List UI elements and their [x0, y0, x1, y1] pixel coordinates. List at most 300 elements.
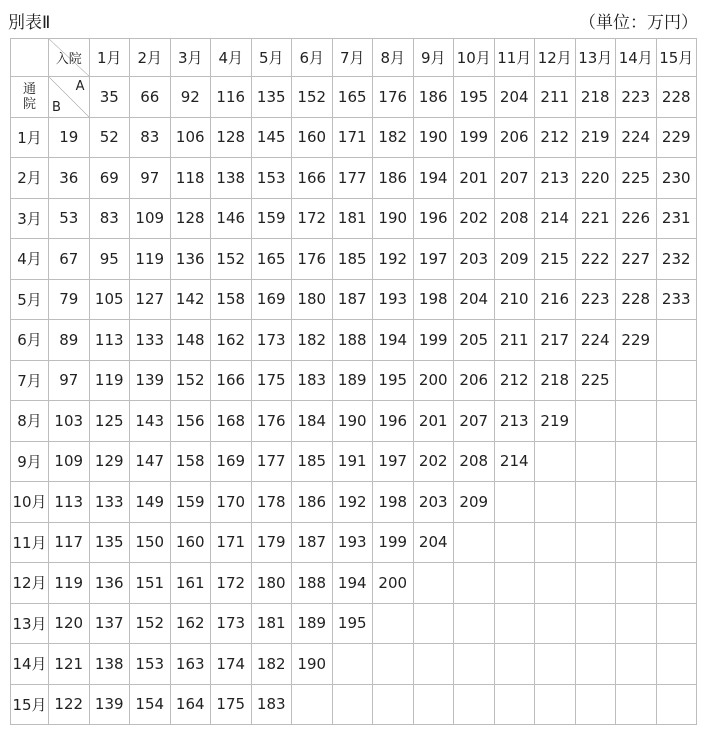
table-cell: 133	[89, 482, 130, 523]
corner-top-cell	[49, 39, 90, 77]
row-b-value-cell: 120	[49, 603, 90, 644]
row-b-value-cell: 121	[49, 644, 90, 685]
row-label-cell: 14月	[11, 644, 49, 685]
row-b-value-cell: 36	[49, 158, 90, 199]
row-label-cell: 2月	[11, 158, 49, 199]
row-label-cell: 10月	[11, 482, 49, 523]
table-cell	[616, 360, 657, 401]
row-label-cell: 12月	[11, 563, 49, 604]
table-cell: 218	[535, 360, 576, 401]
table-cell: 182	[251, 644, 292, 685]
table-row	[11, 279, 697, 320]
table-cell: 181	[251, 603, 292, 644]
table-cell: 212	[494, 360, 535, 401]
row-b-value-cell: 97	[49, 360, 90, 401]
table-cell: 128	[211, 117, 252, 158]
table-cell: 152	[170, 360, 211, 401]
table-cell: 188	[332, 320, 373, 361]
row-b-value-cell: 103	[49, 401, 90, 442]
table-cell	[535, 563, 576, 604]
table-cell: 190	[332, 401, 373, 442]
table-row	[11, 239, 697, 280]
table-cell	[616, 401, 657, 442]
table-cell: 156	[170, 401, 211, 442]
table-cell	[454, 522, 495, 563]
table-cell: 214	[535, 198, 576, 239]
table-cell: 212	[535, 117, 576, 158]
table-cell: 209	[494, 239, 535, 280]
table-cell: 169	[251, 279, 292, 320]
table-cell	[535, 644, 576, 685]
table-row	[11, 522, 697, 563]
table-cell	[373, 684, 414, 725]
outpatient-label-2: 院	[22, 96, 36, 112]
table-row	[11, 482, 697, 523]
table-cell: 69	[89, 158, 130, 199]
table-cell: 135	[89, 522, 130, 563]
table-cell: 202	[413, 441, 454, 482]
table-cell: 188	[292, 563, 333, 604]
table-cell: 211	[494, 320, 535, 361]
table-cell	[535, 684, 576, 725]
table-cell: 205	[454, 320, 495, 361]
table-cell	[332, 684, 373, 725]
table-cell: 210	[494, 279, 535, 320]
table-cell: 152	[211, 239, 252, 280]
table-cell: 142	[170, 279, 211, 320]
table-cell	[616, 441, 657, 482]
table-cell: 226	[616, 198, 657, 239]
table-cell: 219	[535, 401, 576, 442]
table-cell	[575, 401, 616, 442]
table-cell: 222	[575, 239, 616, 280]
table-cell: 201	[454, 158, 495, 199]
table-cell: 193	[332, 522, 373, 563]
table-cell: 139	[89, 684, 130, 725]
table-cell: 136	[170, 239, 211, 280]
row-label-cell: 1月	[11, 117, 49, 158]
table-cell: 175	[211, 684, 252, 725]
table-cell	[413, 563, 454, 604]
table-row	[11, 644, 697, 685]
table-cell: 147	[130, 441, 171, 482]
table-cell: 200	[373, 563, 414, 604]
table-cell: 216	[535, 279, 576, 320]
row-a-value-cell: 186	[413, 77, 454, 118]
table-cell	[413, 684, 454, 725]
table-cell: 158	[211, 279, 252, 320]
table-cell: 194	[373, 320, 414, 361]
table-cell: 172	[211, 563, 252, 604]
table-cell: 194	[332, 563, 373, 604]
table-cell: 201	[413, 401, 454, 442]
table-cell: 105	[89, 279, 130, 320]
column-header: 7月	[332, 39, 373, 77]
fee-table	[10, 38, 697, 725]
column-header: 9月	[413, 39, 454, 77]
table-cell	[575, 482, 616, 523]
table-cell: 52	[89, 117, 130, 158]
table-cell: 191	[332, 441, 373, 482]
row-b-value-cell: 122	[49, 684, 90, 725]
row-label-cell: 8月	[11, 401, 49, 442]
table-cell	[535, 482, 576, 523]
table-cell: 168	[211, 401, 252, 442]
table-row	[11, 117, 697, 158]
row-label-cell: 6月	[11, 320, 49, 361]
corner-blank-cell	[11, 39, 49, 77]
table-cell: 182	[292, 320, 333, 361]
row-a-value-cell: 152	[292, 77, 333, 118]
table-cell	[616, 603, 657, 644]
table-cell	[535, 522, 576, 563]
table-cell: 177	[251, 441, 292, 482]
table-cell: 190	[292, 644, 333, 685]
table-cell: 224	[575, 320, 616, 361]
table-cell: 214	[494, 441, 535, 482]
row-a-value-cell: 135	[251, 77, 292, 118]
table-cell: 225	[575, 360, 616, 401]
table-cell	[656, 401, 697, 442]
table-cell	[535, 441, 576, 482]
table-cell: 221	[575, 198, 616, 239]
row-a-value-cell: 165	[332, 77, 373, 118]
row-a-value-cell: 228	[656, 77, 697, 118]
row-a-value-cell: 66	[130, 77, 171, 118]
table-cell: 173	[211, 603, 252, 644]
table-cell: 195	[373, 360, 414, 401]
table-cell: 165	[251, 239, 292, 280]
table-cell: 129	[89, 441, 130, 482]
table-cell: 160	[170, 522, 211, 563]
table-cell	[656, 563, 697, 604]
column-header: 5月	[251, 39, 292, 77]
row-label-cell: 15月	[11, 684, 49, 725]
table-cell: 206	[494, 117, 535, 158]
table-cell: 181	[332, 198, 373, 239]
table-cell: 187	[332, 279, 373, 320]
table-cell: 190	[373, 198, 414, 239]
table-cell: 217	[535, 320, 576, 361]
row-a-value-cell: 176	[373, 77, 414, 118]
table-cell: 225	[616, 158, 657, 199]
table-cell: 106	[170, 117, 211, 158]
table-cell	[656, 684, 697, 725]
table-cell	[454, 563, 495, 604]
table-cell	[616, 684, 657, 725]
table-cell: 195	[332, 603, 373, 644]
table-cell	[494, 644, 535, 685]
table-cell: 158	[170, 441, 211, 482]
row-b-value-cell: 79	[49, 279, 90, 320]
table-row	[11, 441, 697, 482]
table-cell: 113	[89, 320, 130, 361]
table-cell: 164	[170, 684, 211, 725]
table-cell: 171	[332, 117, 373, 158]
table-cell: 207	[494, 158, 535, 199]
table-cell: 160	[292, 117, 333, 158]
table-cell: 189	[332, 360, 373, 401]
table-cell	[656, 441, 697, 482]
table-cell: 186	[292, 482, 333, 523]
table-cell: 186	[373, 158, 414, 199]
table-cell	[656, 360, 697, 401]
table-cell: 175	[251, 360, 292, 401]
row-b-value-cell: 53	[49, 198, 90, 239]
table-cell: 166	[211, 360, 252, 401]
table-cell: 146	[211, 198, 252, 239]
table-cell: 162	[170, 603, 211, 644]
table-cell: 203	[413, 482, 454, 523]
table-row	[11, 684, 697, 725]
table-cell: 204	[413, 522, 454, 563]
table-cell: 161	[170, 563, 211, 604]
column-header: 6月	[292, 39, 333, 77]
table-cell	[494, 482, 535, 523]
row-a-value-cell: 35	[89, 77, 130, 118]
column-header: 10月	[454, 39, 495, 77]
column-header: 11月	[494, 39, 535, 77]
table-cell: 183	[292, 360, 333, 401]
table-cell	[575, 603, 616, 644]
table-cell: 119	[89, 360, 130, 401]
header-row	[11, 39, 697, 77]
table-cell	[454, 684, 495, 725]
label-a: A	[75, 79, 85, 94]
table-row	[11, 401, 697, 442]
table-cell	[656, 644, 697, 685]
table-cell: 136	[89, 563, 130, 604]
table-cell	[292, 684, 333, 725]
table-cell: 169	[211, 441, 252, 482]
column-header: 4月	[211, 39, 252, 77]
table-cell: 220	[575, 158, 616, 199]
table-cell: 149	[130, 482, 171, 523]
table-cell: 150	[130, 522, 171, 563]
inpatient-label: 入院	[55, 52, 82, 67]
table-cell: 119	[130, 239, 171, 280]
table-row	[11, 603, 697, 644]
table-cell: 184	[292, 401, 333, 442]
table-cell	[535, 603, 576, 644]
row-b-value-cell: 109	[49, 441, 90, 482]
outpatient-label-1: 通	[22, 81, 36, 97]
table-cell: 159	[251, 198, 292, 239]
row-a-value-cell: 218	[575, 77, 616, 118]
table-cell	[332, 644, 373, 685]
table-cell	[616, 644, 657, 685]
table-cell: 229	[616, 320, 657, 361]
table-cell: 83	[89, 198, 130, 239]
table-cell: 95	[89, 239, 130, 280]
column-header: 12月	[535, 39, 576, 77]
row-b-value-cell: 117	[49, 522, 90, 563]
table-cell: 228	[616, 279, 657, 320]
table-cell: 233	[656, 279, 697, 320]
table-cell	[494, 563, 535, 604]
column-header: 13月	[575, 39, 616, 77]
table-cell: 138	[89, 644, 130, 685]
table-cell: 151	[130, 563, 171, 604]
table-cell	[575, 522, 616, 563]
table-cell: 127	[130, 279, 171, 320]
column-header: 15月	[656, 39, 697, 77]
ab-corner-cell	[49, 77, 90, 118]
table-cell	[616, 482, 657, 523]
table-cell: 196	[413, 198, 454, 239]
table-title: 別表Ⅱ	[8, 13, 51, 33]
table-cell: 173	[251, 320, 292, 361]
table-cell: 198	[373, 482, 414, 523]
row-b-value-cell: 89	[49, 320, 90, 361]
row-a-value-cell: 195	[454, 77, 495, 118]
row-b-value-cell: 119	[49, 563, 90, 604]
table-cell	[575, 563, 616, 604]
table-cell: 154	[130, 684, 171, 725]
table-cell: 128	[170, 198, 211, 239]
table-cell: 208	[454, 441, 495, 482]
table-cell: 206	[454, 360, 495, 401]
table-cell: 193	[373, 279, 414, 320]
table-cell: 198	[413, 279, 454, 320]
table-cell: 176	[251, 401, 292, 442]
row-a-value-cell: 204	[494, 77, 535, 118]
column-header: 2月	[130, 39, 171, 77]
table-cell: 177	[332, 158, 373, 199]
table-cell: 202	[454, 198, 495, 239]
table-row	[11, 198, 697, 239]
table-cell: 192	[332, 482, 373, 523]
table-cell: 180	[292, 279, 333, 320]
table-cell: 196	[373, 401, 414, 442]
table-cell	[656, 522, 697, 563]
table-cell	[373, 603, 414, 644]
table-cell: 109	[130, 198, 171, 239]
table-cell: 162	[211, 320, 252, 361]
table-cell	[575, 644, 616, 685]
row-label-cell: 13月	[11, 603, 49, 644]
table-cell: 145	[251, 117, 292, 158]
table-cell: 204	[454, 279, 495, 320]
table-row	[11, 158, 697, 199]
table-cell: 171	[211, 522, 252, 563]
table-cell	[413, 644, 454, 685]
outpatient-label-cell	[11, 77, 49, 118]
table-cell: 223	[575, 279, 616, 320]
table-cell	[494, 522, 535, 563]
table-cell	[494, 603, 535, 644]
table-cell: 166	[292, 158, 333, 199]
table-cell: 83	[130, 117, 171, 158]
unit-note: （単位：万円）	[579, 13, 698, 33]
table-cell: 152	[130, 603, 171, 644]
table-cell: 199	[454, 117, 495, 158]
row-b-value-cell: 19	[49, 117, 90, 158]
table-cell: 200	[413, 360, 454, 401]
table-cell: 176	[292, 239, 333, 280]
row-label-cell: 9月	[11, 441, 49, 482]
table-cell	[616, 522, 657, 563]
row-b-value-cell: 113	[49, 482, 90, 523]
row-a-value-cell: 211	[535, 77, 576, 118]
table-cell: 215	[535, 239, 576, 280]
table-cell	[575, 684, 616, 725]
table-cell: 172	[292, 198, 333, 239]
table-cell	[656, 603, 697, 644]
table-row	[11, 563, 697, 604]
row-label-cell: 3月	[11, 198, 49, 239]
row-label-cell: 7月	[11, 360, 49, 401]
label-b: B	[52, 99, 61, 115]
table-cell: 192	[373, 239, 414, 280]
table-cell: 187	[292, 522, 333, 563]
table-cell: 231	[656, 198, 697, 239]
table-cell: 143	[130, 401, 171, 442]
table-cell: 207	[454, 401, 495, 442]
row-label-cell: 5月	[11, 279, 49, 320]
table-cell: 213	[535, 158, 576, 199]
table-cell	[373, 644, 414, 685]
table-cell: 138	[211, 158, 252, 199]
table-cell: 190	[413, 117, 454, 158]
table-cell: 163	[170, 644, 211, 685]
table-cell: 97	[130, 158, 171, 199]
table-cell: 170	[211, 482, 252, 523]
table-cell: 148	[170, 320, 211, 361]
table-row	[11, 360, 697, 401]
row-a-value-cell: 223	[616, 77, 657, 118]
table-cell: 118	[170, 158, 211, 199]
table-cell: 224	[616, 117, 657, 158]
table-cell: 139	[130, 360, 171, 401]
table-cell: 208	[494, 198, 535, 239]
table-cell: 185	[332, 239, 373, 280]
table-cell: 125	[89, 401, 130, 442]
table-cell: 227	[616, 239, 657, 280]
table-cell: 197	[373, 441, 414, 482]
table-cell: 230	[656, 158, 697, 199]
column-header: 14月	[616, 39, 657, 77]
table-cell: 153	[251, 158, 292, 199]
table-cell: 137	[89, 603, 130, 644]
row-a	[11, 77, 697, 118]
table-cell	[454, 603, 495, 644]
table-cell: 153	[130, 644, 171, 685]
table-cell: 189	[292, 603, 333, 644]
table-cell: 179	[251, 522, 292, 563]
table-cell	[454, 644, 495, 685]
table-cell: 209	[454, 482, 495, 523]
table-cell	[413, 603, 454, 644]
table-cell: 199	[373, 522, 414, 563]
row-b-value-cell: 67	[49, 239, 90, 280]
table-cell: 213	[494, 401, 535, 442]
table-cell: 185	[292, 441, 333, 482]
row-label-cell: 4月	[11, 239, 49, 280]
table-cell: 203	[454, 239, 495, 280]
table-cell: 199	[413, 320, 454, 361]
row-label-cell: 11月	[11, 522, 49, 563]
table-cell: 174	[211, 644, 252, 685]
row-a-value-cell: 116	[211, 77, 252, 118]
table-cell	[656, 482, 697, 523]
table-cell	[656, 320, 697, 361]
column-header: 3月	[170, 39, 211, 77]
table-cell	[616, 563, 657, 604]
table-cell: 180	[251, 563, 292, 604]
table-cell	[575, 441, 616, 482]
column-header: 8月	[373, 39, 414, 77]
